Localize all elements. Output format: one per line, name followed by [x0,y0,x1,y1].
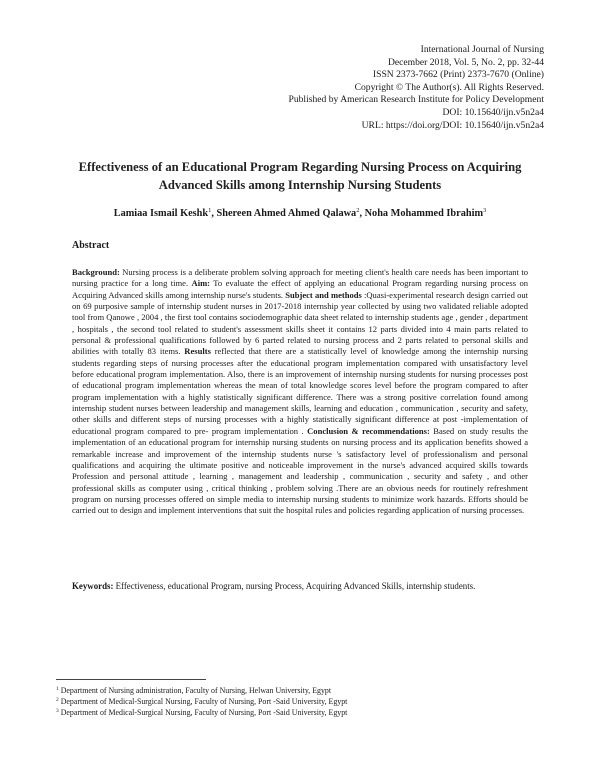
author-name: Shereen Ahmed Ahmed Qalawa [216,208,357,219]
author-affiliation-mark: 2 [356,207,360,214]
footnote-item [56,696,347,707]
url-link[interactable]: URL: https://doi.org/DOI: 10.15640/ijn.v5n2a4 [361,119,544,131]
keywords-label: Keywords: [72,581,114,591]
footnote-item [56,707,347,718]
abstract-body [72,267,528,517]
author-name: Lamiaa Ismail Keshk [113,208,209,219]
aim-label: Aim: [191,278,211,289]
title-line-2: Advanced Skills among Internship Nursing Students [158,178,442,192]
conclusion-label: Conclusion & recommendations: [307,425,430,436]
footnote-mark: 2 [56,697,59,704]
publisher: Published by American Research Institute for Policy Development [288,94,544,106]
background-label: Background: [72,267,120,277]
results-label: Results [184,346,211,357]
methods-text: :Quasi-experimental research design carried out on 69 purposive sample of internship student nurses in 2017-2018 internship year collected by using two validated reliable adopted tool from Qanowe , 2004 , the first tool contains sociodemographic data sheet related to internship students age , gender , department , hospitals , the second tool related to student's assessment skills sheet it contains 12 parts divided into 4 main parts related to personal & professional qualifications followed by 6 parted related to nursing process and 2 parts related to personal skills and abilities with totally 83 items. [72,289,528,357]
abstract-heading: Abstract [72,240,110,251]
journal-name: International Journal of Nursing [420,44,544,55]
keywords [72,580,528,592]
title-line-1: Effectiveness of an Educational Program Regarding Nursing Process on Acquiring [78,160,522,174]
footnote-mark: 1 [56,686,59,692]
footnotes [56,685,347,719]
copyright: Copyright © The Author(s). All Rights Reserved. [354,81,544,93]
background-text: Nursing process is a deliberate problem solving approach for meeting client's health care needs has been important to nursing practice for a long time. [72,267,528,289]
aim-text: To evaluate the effect of applying an educational Program regarding nursing process on Acquiring Advanced skills among internship nurse's students. [72,278,528,300]
journal-header [288,44,544,132]
footnote-text: Department of Medical-Surgical Nursing, Faculty of Nursing, Port -Said University, Egypt [58,708,348,718]
footnote-divider [56,679,206,680]
footnote-mark: 3 [56,708,59,715]
keywords-text: Effectiveness, educational Program, nursing Process, Acquiring Advanced Skills, internship students. [113,581,476,591]
author-affiliation-mark: 1 [208,207,212,214]
author-list: Lamiaa Ismail Keshk$^1$, Shereen Ahmed Ahmed Qalawa$^2$, Noha Mohammed Ibrahim$^3$ [113,207,487,219]
author-affiliation-mark: 3 [483,207,487,214]
results-text: reflected that there are a statistically level of knowledge among the internship nursing students regarding steps of nursing processes after the educational program implementation compared with unsatisfactory level before educational program implementation. Also, there is an improvement of internship nursing students for nursing processes post of educational program implementation whereas the mean of total knowledge scores level before the program compared to after program implementation with a highly statistically significant difference. There was a strong positive correlation found among internship student nurses between leadership and management skills, learning and education , communication , security and safety, other skills and different steps of nursing processes with a highly statistically significant difference at post -implementation of educational program compared to pre- program implementation . [72,346,528,436]
footnote-text: Department of Nursing administration, Faculty of Nursing, Helwan University, Egypt [58,686,332,695]
issn: ISSN 2373-7662 (Print) 2373-7670 (Online) [372,69,544,81]
issue-info: December 2018, Vol. 5, No. 2, pp. 32-44 [387,56,544,68]
footnote-text: Department of Medical-Surgical Nursing, Faculty of Nursing, Port -Said University, Egypt [58,697,348,707]
conclusion-text: Based on study results the implementation of an educational program for internship nursing students on nursing process and its application benefits showed a remarkable increase and improvement of the internship students nurse 's satisfactory level of professionalism and personal qualifications and acquiring the ultimate positive and noticeable improvement in the nurse's advanced acquired skills towards Profession and personal attitude , learning , management and leadership , communication , security and safety , and other professional skills as computer using , critical thinking , problem solving .There are an obvious needs for routinely refreshment program on nursing processes offered on simple media to internship nursing students to minimize work hazards. Efforts should be carried out to design and implement interventions that suit the hospital rules and policies regarding application of nursing processes. [72,425,528,516]
footnote-item [56,685,347,696]
author-name: Noha Mohammed Ibrahim [364,208,484,219]
doi: DOI: 10.15640/ijn.v5n2a4 [442,106,544,118]
paper-title [56,158,544,194]
methods-label: Subject and methods [285,289,362,300]
